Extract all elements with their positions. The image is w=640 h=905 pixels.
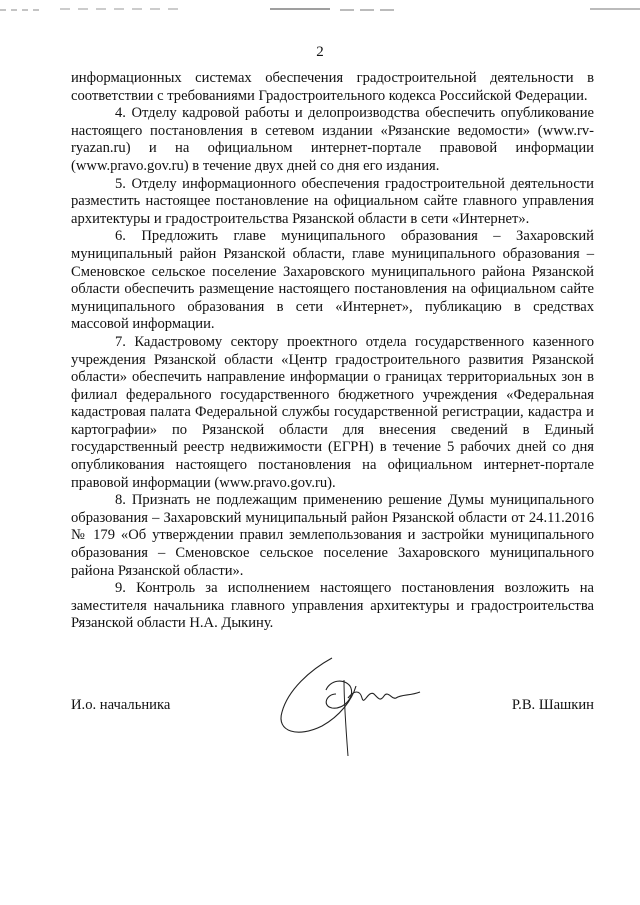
paragraph-item-9: 9. Контроль за исполнением настоящего постановления возложить на заместителя начальника главного управления архитектуры и градостроительства Рязанской области Н.А. Дыкину.: [71, 580, 594, 632]
scan-edge-artifact: [0, 6, 640, 14]
paragraph-item-4: 4. Отделу кадровой работы и делопроизводства обеспечить опубликование настоящего постановления в сетевом издании «Рязанские ведомости» (www.rv-ryazan.ru) и на официальном интернет-портале правовой информации (www.pravo.gov.ru) в течение двух дней со дня его издания.: [71, 105, 594, 174]
paragraph-item-6: 6. Предложить главе муниципального образования – Захаровский муниципальный район Рязанской области, главе муниципального образования – Сменовское сельское поселение Захаровского муниципального района Рязанской области обеспечить размещение настоящего постановления на официальном сайте муниципального образования в сети «Интернет», публикацию в средствах массовой информации.: [71, 228, 594, 333]
paragraph-item-7: 7. Кадастровому сектору проектного отдела государственного казенного учреждения Рязанской области «Центр градостроительного развития Рязанской области» обеспечить направление информации о границах территориальных зон в филиал федерального государственного бюджетного учреждения «Федеральная кадастровая палата Федеральной службы государственной регистрации, кадастра и картографии» по Рязанской области для внесения сведений в Единый государственный реестр недвижимости (ЕГРН) в течение 5 рабочих дней со дня опубликования настоящего постановления на официальном интернет-портале правовой информации (www.pravo.gov.ru).: [71, 333, 594, 491]
signatory-position: И.о. начальника: [71, 697, 171, 713]
document-body: [71, 70, 594, 633]
paragraph-item-5: 5. Отделу информационного обеспечения градостроительной деятельности разместить настоящее постановление на официальном сайте главного управления архитектуры и градостроительства Рязанской области в сети «Интернет».: [71, 175, 594, 227]
signature-block: [71, 697, 594, 717]
signatory-name: Р.В. Шашкин: [511, 697, 594, 713]
page-number: 2: [316, 44, 324, 60]
paragraph-continuation: информационных системах обеспечения градостроительной деятельности в соответствии с требованиями Градостроительного кодекса Российской Федерации.: [71, 70, 594, 104]
paragraph-item-8: 8. Признать не подлежащим применению решение Думы муниципального образования – Захаровский муниципальный район Рязанской области от 24.11.2016 № 179 «Об утверждении правил землепользования и застройки муниципального образования – Сменовское сельское поселение Захаровского муниципального района Рязанской области».: [71, 492, 594, 579]
